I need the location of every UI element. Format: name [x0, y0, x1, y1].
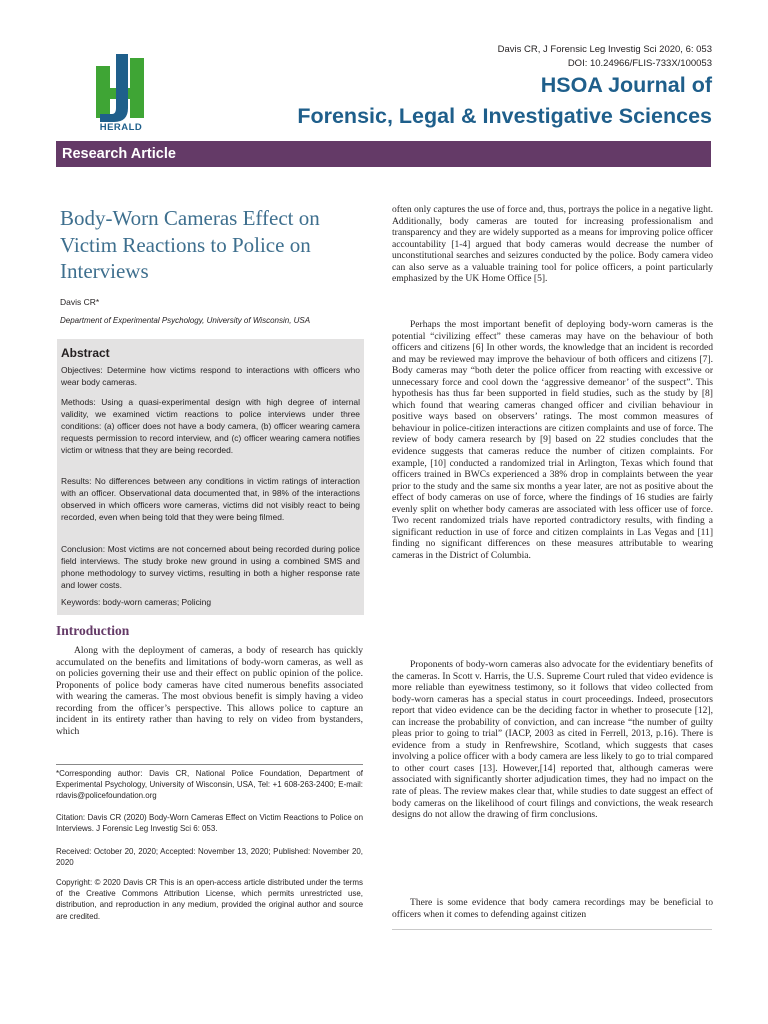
introduction-paragraph: Along with the deployment of cameras, a body of research has quickly accumulated on the benefits and limitations of body-worn cameras, as well as on policies governing their use and their effect on public opinion of the police. Proponents of police body cameras have cited numerous benefits associated with wearing the cameras. The most obvious benefit is simply having a video recording from the officer’s perspective. This allows police to capture an incident in its entirety rather than having to rely on video from bystanders, which: [56, 645, 363, 737]
copyright-note: Copyright: © 2020 Davis CR This is an open-access article distributed under the terms of the Creative Commons Attribution License, which permits unrestricted use, distribution, and reproduction in any medium, provided the original author and source are credited.: [56, 878, 363, 921]
received-note: Received: October 20, 2020; Accepted: November 13, 2020; Published: November 20, 2020: [56, 847, 363, 868]
footnote-divider: [56, 764, 363, 765]
introduction-text: [56, 645, 363, 737]
abstract-objectives: Objectives: Determine how victims respond to interactions with officers who wear body cameras.: [61, 365, 360, 387]
citation-note: Citation: Davis CR (2020) Body-Worn Cameras Effect on Victim Reactions to Police on Interviews. J Forensic Leg Investig Sci 6: 053.: [56, 813, 363, 834]
journal-title-line2: Forensic, Legal & Investigative Sciences: [297, 104, 712, 128]
logo-text: HERALD: [99, 122, 143, 133]
citation-line: Davis CR, J Forensic Leg Investig Sci 2020, 6: 053: [497, 44, 712, 55]
abstract-keywords: Keywords: body-worn cameras; Policing: [61, 597, 212, 607]
body-paragraph-3: Proponents of body-worn cameras also advocate for the evidentiary benefits of the cameras. In Scott v. Harris, the U.S. Supreme Court ruled that video evidence is more reliable than eyewitness testimony, so it follows that video collected from body-worn cameras has a special status in court proceedings. Indeed, prosecutors report that video evidence can be the deciding factor in whether to prosecute [12], can increase the probability of conviction, and can increase “the number of guilty pleas prior to going to trial” (IACP, 2003 as cited in Ferrell, 2013, p.16). There is evidence from a study in Renfrewshire, Scotland, which suggests that cases involving a police officer with a body camera are less likely to go to trial compared to other court cases [13]. However,[14] reported that, although cameras were associated with significantly shorter adjudication times, they had no impact on the rate of pleas. The review makes clear that, while studies to date suggest an effect of body cameras on the likelihood of court filings and convictions, the weak research designs do not allow the drawing of firm conclusions.: [392, 659, 713, 821]
article-type-bar: Research Article: [56, 141, 711, 167]
author: Davis CR*: [60, 297, 100, 307]
body-paragraph-4: There is some evidence that body camera recordings may be beneficial to officers when it comes to defending against citizen: [392, 897, 713, 920]
affiliation: Department of Experimental Psychology, University of Wisconsin, USA: [60, 316, 311, 325]
body-paragraph-1: often only captures the use of force and, thus, portrays the police in a negative light. Additionally, body cameras are touted for increasing professionalism and transparency and they are widely supported as a means for improving police officer accountability [1-4] argued that body cameras would decrease the number of unconstitutional searches and seizures conducted by the police. Body camera video can also serve as a valuable training tool for police officers, a point particularly emphasized by the UK Home Office [5].: [392, 204, 713, 285]
abstract-results: Results: No differences between any conditions in victim ratings of interaction with an officer. Observational data documented that, in 98% of the interactions observed in which officers wore cameras, victims did not visibly react to being recorded, even when being told that they were being filmed.: [61, 476, 360, 522]
introduction-heading: Introduction: [56, 623, 130, 638]
article-title: Body-Worn Cameras Effect on Victim Reactions to Police on Interviews: [60, 206, 320, 283]
body-paragraph-2: Perhaps the most important benefit of deploying body-worn cameras is the potential “civilizing effect” these cameras may have on the behaviour of both officers and citizens [6] In other words, the knowledge that an incident is recorded and may be reviewed may improve the behaviour of both officers and citizens [7]. Body cameras may “both deter the police officer from reacting with excessive or unnecessary force and cool down the ‘aggressive demeanor’ of the suspect”. This hypothesis has thus far been supported in field studies, such as the study by [8] which found that wearing cameras changed officer and civilian behaviour in positive ways based on observers’ ratings. The most common measures of behaviour in police-citizen interactions are citizen complaints and use of force. The review of body camera research by [9] based on 22 studies concludes that the evidence suggests that cameras reduce the number of citizen complaints. For example, [10] conducted a randomized trial in Arlington, Texas which found that officers trained in BWCs experienced a 38% drop in complaints between the year prior to the study and the same six months a year later, are not as positive about the effect of body cameras on use of force, where the findings of 16 studies are fairly evenly split on whether body cameras are associated with less officer use of force. Two recent randomized trials have reported contradictory results, with finding a significant reduction in use of force and citizen complaints in Las Vegas and [11] finding no significant differences on these measures attributable to wearing cameras in the District of Columbia.: [392, 319, 713, 561]
journal-title-line1: HSOA Journal of: [540, 73, 712, 97]
abstract-conclusion: Conclusion: Most victims are not concerned about being recorded during police field interviews. The study broke new ground in using a combined SMS and phone methodology to survey victims, resulting in both a higher response rate and lower costs.: [61, 544, 360, 590]
doi-line[interactable]: DOI: 10.24966/FLIS-733X/100053: [567, 58, 712, 69]
abstract-methods: Methods: Using a quasi-experimental design with high degree of internal validity, we examined victim reactions to police interviews under three conditions: (a) officer does not have a body camera, (b) officer wearing camera requests permission to record interview, and (c) officer wearing camera notifies victim or witness that they are being recorded.: [61, 397, 360, 455]
corresponding-author-note: *Corresponding author: Davis CR, National Police Foundation, Department of Experimental Psychology, University of Wisconsin, USA, Tel: +1 608-263-2400; E-mail: rdavis@policefoundation.org: [56, 769, 363, 801]
abstract-heading: Abstract: [61, 346, 110, 360]
header-citation: [498, 43, 712, 71]
page-bottom-rule: [392, 929, 712, 930]
